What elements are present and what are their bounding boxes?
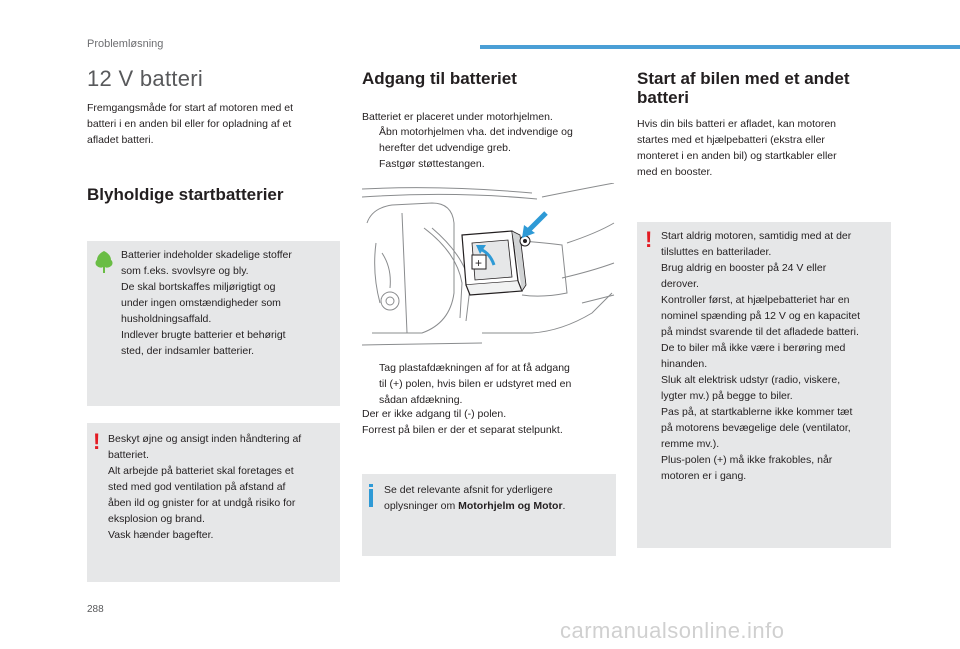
battery-access-heading: Adgang til batteriet: [362, 69, 517, 88]
intro-text: Fremgangsmåde for start af motoren med et batteri i en anden bil eller for opladning af et afladet batteri.: [87, 102, 294, 146]
info-icon: [369, 489, 373, 507]
info-box-bold-ref: Motorhjelm og Motor: [458, 500, 563, 512]
warning-box-jump-start: [637, 222, 891, 548]
figure-plus-label: +: [475, 256, 483, 270]
bullet-fix-prop: Fastgør støttestangen.: [379, 158, 485, 170]
jump-start-heading: Start af bilen med et andet batteri: [637, 69, 850, 107]
jump-start-intro: Hvis din bils batteri er afladet, kan motoren startes med et hjælpebatteri (ekstra eller monteret i en anden bil) og startkabler eller med en booster.: [637, 118, 837, 178]
warning-box-protection: [87, 423, 340, 582]
environment-box-text: Batterier indeholder skadelige stoffer som f.eks. svovlsyre og bly. De skal bortskaffes miljørigtigt og under ingen omstændigheder som husholdningsaffald. Indlever brugte batterier et behørigt sted, der indsamler batterier.: [121, 249, 292, 357]
warning-box-jump-start-text: Start aldrig motoren, samtidig med at der tilsluttes en batterilader. Brug aldrig en booster på 24 V eller derover. Kontroller først, at hjælpebatteriet har en nominel spænding på 12 V og en kapacitet på mindst svarende til det afladede batteri. De to biler må ikke være i berøring med hinanden. Sluk alt elektrisk udstyr (radio, viskere, lygter mv.) på begge to biler. Pas på, at startkablerne ikke kommer tæt på motorens bevægelige dele (ventilator, remme mv.). Plus-polen (+) må ikke frakobles, når motoren er i gang.: [661, 230, 861, 482]
page-title: 12 V batteri: [87, 66, 204, 91]
engine-bay-figure: [362, 183, 616, 351]
warning-icon: !: [93, 429, 101, 454]
lead-battery-heading: Blyholdige startbatterier: [87, 185, 284, 204]
environment-box: [87, 241, 340, 406]
page-number: 288: [87, 604, 104, 615]
bullet-remove-cover: Tag plastafdækningen af for at få adgang til (+) polen, hvis bilen er udstyret med en sådan afdækning.: [379, 362, 572, 406]
watermark: carmanualsonline.info: [560, 618, 785, 643]
info-box-text: Se det relevante afsnit for yderligere oplysninger om Motorhjelm og Motor.: [384, 484, 566, 512]
negative-terminal-text: Der er ikke adgang til (-) polen. Forrest på bilen er der et separat stelpunkt.: [362, 408, 563, 436]
tree-icon: [94, 250, 114, 274]
battery-location-text: Batteriet er placeret under motorhjelmen.: [362, 111, 553, 123]
warning-icon: !: [645, 227, 653, 252]
warning-box-protection-text: Beskyt øjne og ansigt inden håndtering af batteriet. Alt arbejde på batteriet skal foretages et sted med god ventilation på afstand af åben ild og gnister for at undgå risiko for eksplosion og brand. Vask hænder bagefter.: [108, 433, 302, 541]
bullet-open-bonnet: Åbn motorhjelmen vha. det indvendige og herefter det udvendige greb.: [379, 126, 573, 154]
section-header: Problemløsning: [87, 38, 164, 50]
info-icon-dot: [369, 484, 373, 487]
info-box: [362, 474, 616, 556]
header-accent-bar: [480, 45, 960, 49]
